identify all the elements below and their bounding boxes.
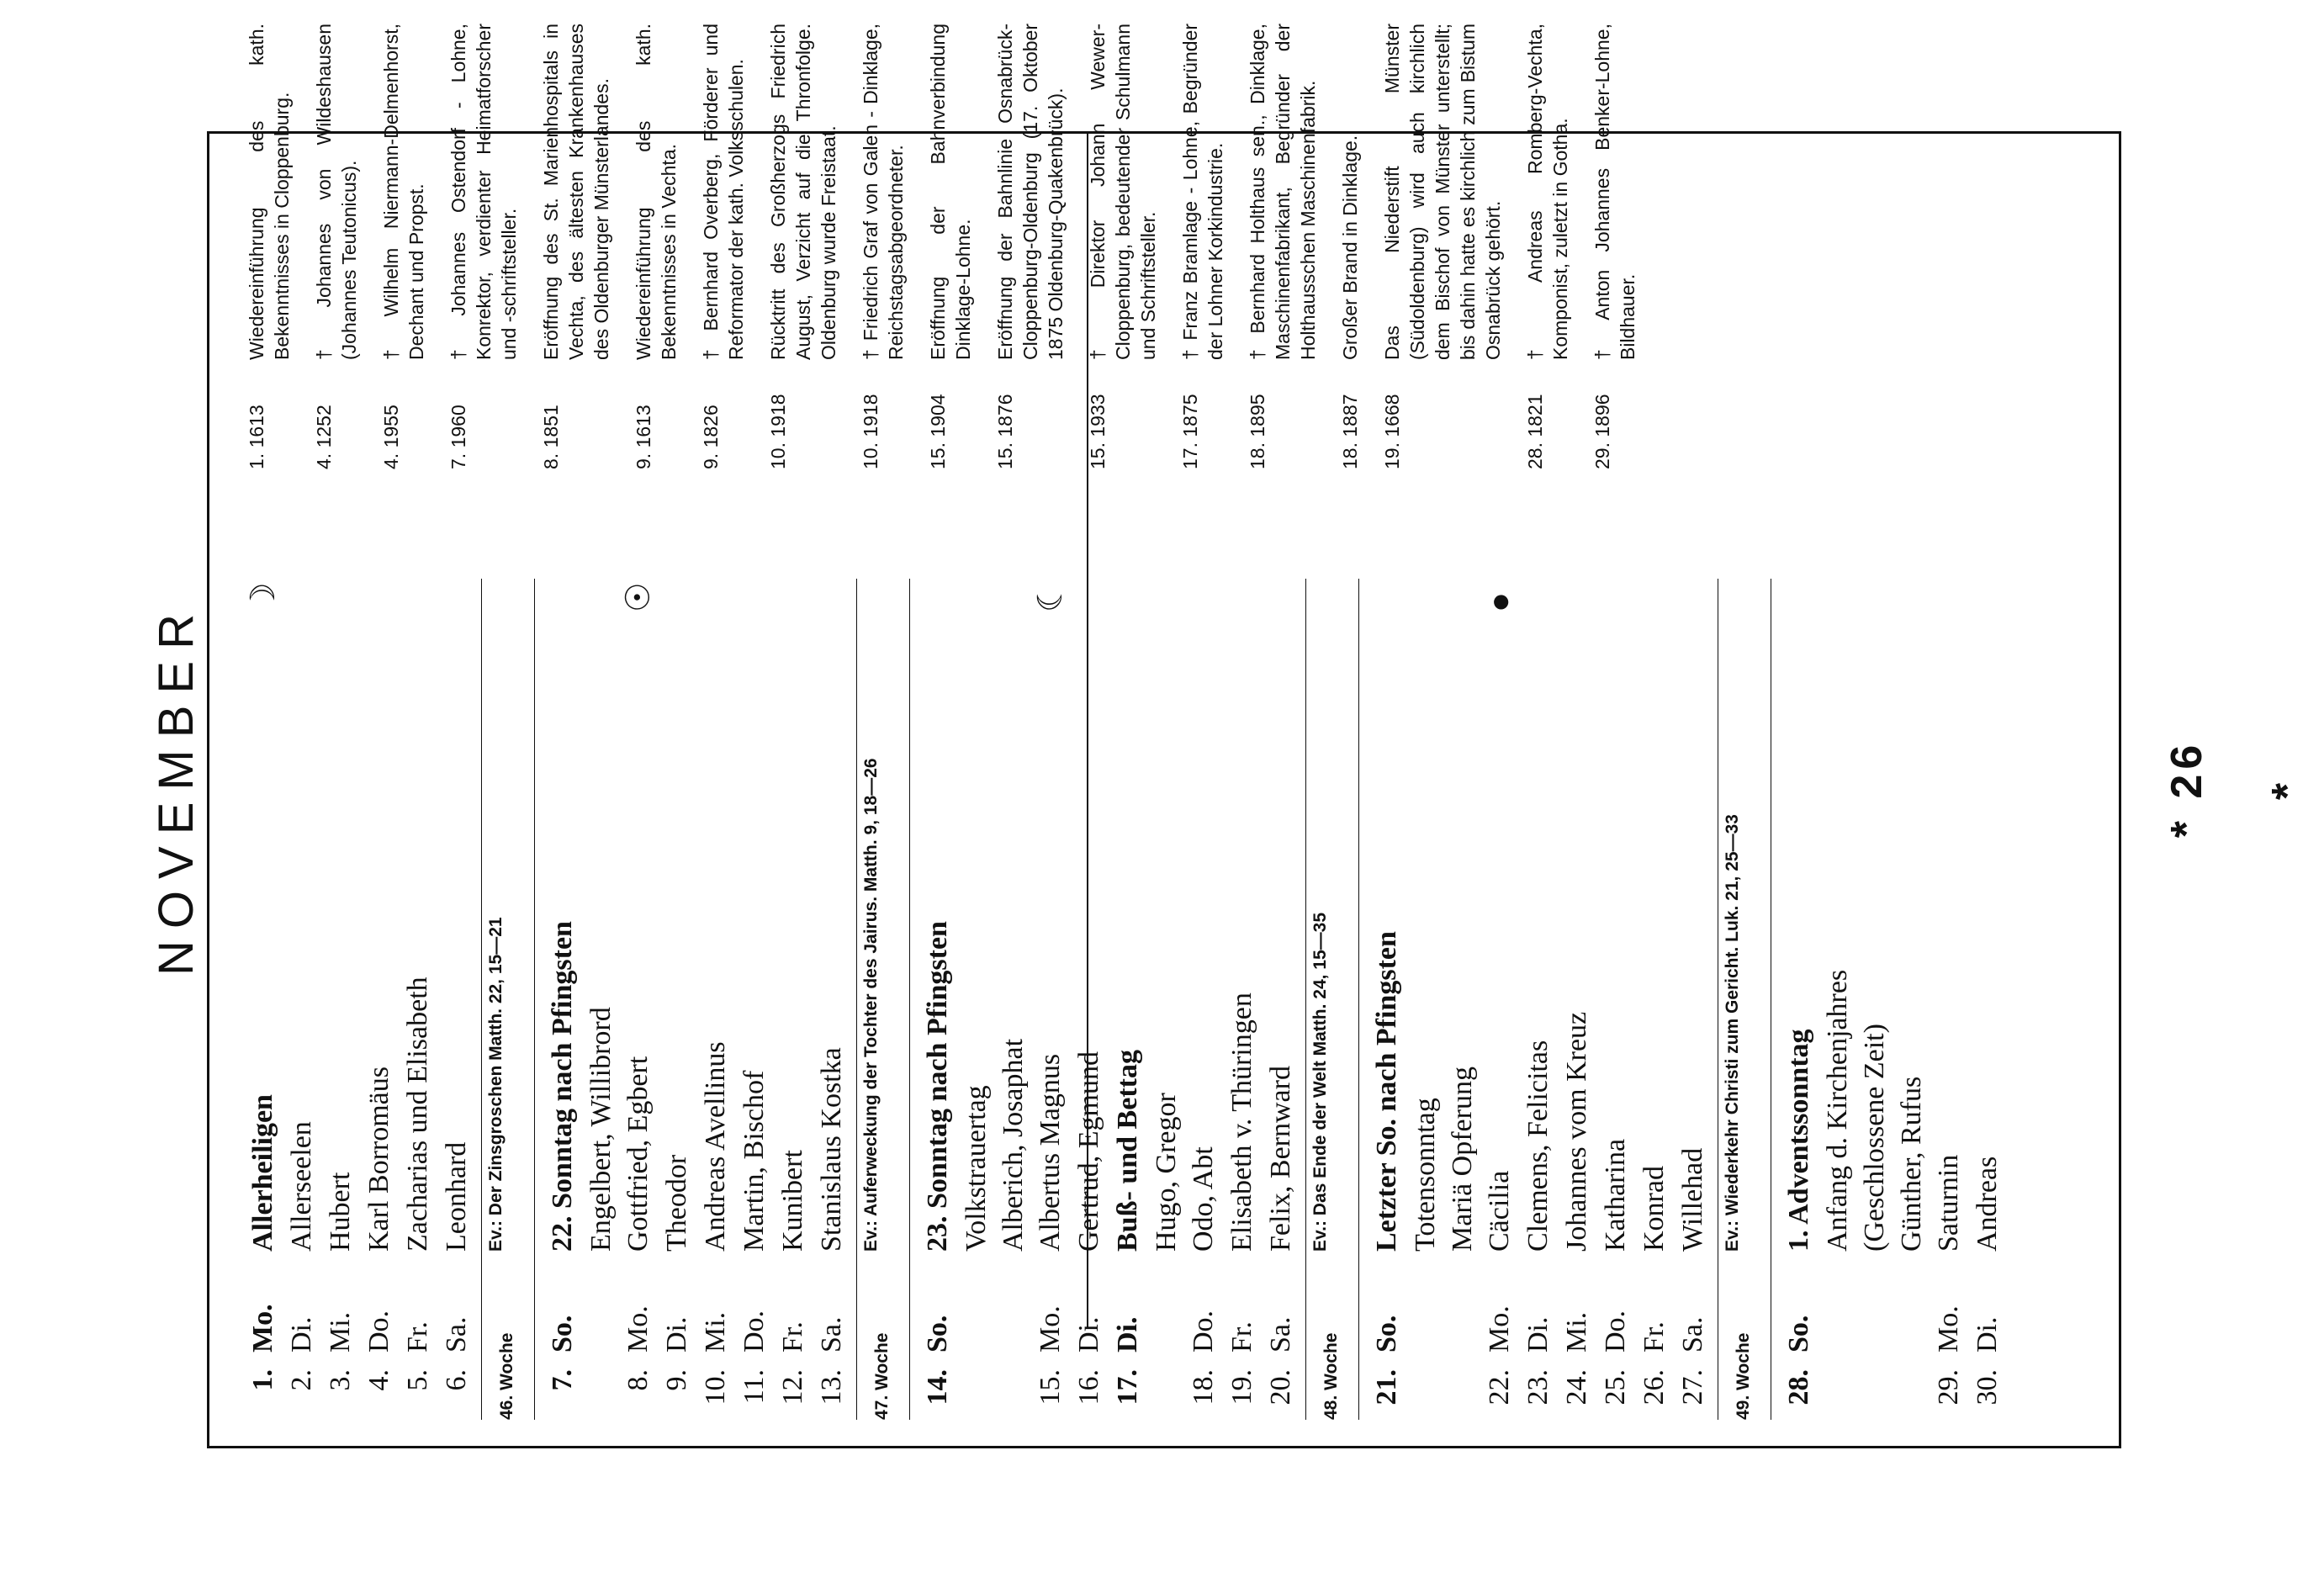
event-text: † Johannes von Wildeshausen (Johannes Teutonicus). [313, 24, 360, 360]
event-date: 19. 1668 [1381, 394, 1403, 469]
calendar-column [244, 579, 2111, 1420]
event-text: † Johannes Ostendorf - Lohne, Konrektor, verdienter Heimatforscher und -schriftsteller. [447, 24, 520, 360]
day-number: 13. [816, 1369, 847, 1405]
historical-event [1522, 15, 1573, 469]
weekday: So. [1371, 1315, 1402, 1352]
historical-event [765, 15, 841, 469]
calendar-continuation [1855, 579, 1893, 1420]
saint-name: Volkstrauertag [961, 1085, 992, 1252]
weekday: Do. [1188, 1310, 1219, 1352]
weekday: So. [1783, 1315, 1814, 1352]
calendar-day-row [244, 579, 283, 1420]
day-number: 24. [1561, 1369, 1592, 1405]
event-text: Wiedereinführung des kath. Bekenntnisses in Vechta. [633, 24, 680, 360]
event-date: 28. 1821 [1524, 394, 1546, 469]
day-number: 28. [1783, 1369, 1814, 1405]
day-number: 7. [547, 1369, 578, 1391]
event-date: 29. 1896 [1591, 394, 1613, 469]
calendar-continuation [994, 579, 1031, 1420]
event-date: 18. 1887 [1339, 394, 1361, 469]
weekday: Di. [1522, 1316, 1554, 1352]
moon-phase-icon: ☾ [1031, 582, 1069, 612]
weekday: Fr. [402, 1321, 433, 1352]
day-number: 14. [922, 1369, 953, 1405]
event-text: † Anton Johannes Benker-Lohne, Bildhauer. [1591, 24, 1638, 360]
day-number: 20. [1265, 1369, 1296, 1405]
saint-name: Mariä Opferung [1447, 1067, 1478, 1252]
saint-name: 1. Adventssonntag [1783, 1029, 1814, 1252]
event-text: Wiedereinführung des kath. Bekenntnisses in Cloppenburg. [246, 24, 293, 360]
weekday: Mi. [700, 1311, 731, 1352]
week-label: 49. Woche [1734, 1332, 1753, 1420]
saint-name: Albertus Magnus [1035, 1053, 1066, 1252]
day-number: 18. [1188, 1369, 1219, 1405]
weekday: Mo. [622, 1305, 654, 1352]
week-label: 47. Woche [872, 1332, 892, 1420]
day-number: 9. [661, 1369, 692, 1391]
weekday: So. [922, 1315, 953, 1352]
saint-name: Theodor [661, 1154, 692, 1252]
saint-name: Hubert [325, 1172, 356, 1252]
calendar-day-row [1930, 579, 1968, 1420]
saint-name: Totensonntag [1410, 1098, 1441, 1252]
weekday: Di. [286, 1316, 317, 1352]
day-number: 6. [441, 1369, 472, 1391]
day-number: 15. [1035, 1369, 1066, 1405]
calendar-day-row [543, 579, 582, 1420]
calendar-day-row [1368, 579, 1406, 1420]
historical-event [1245, 15, 1321, 469]
events-column [244, 15, 2111, 469]
calendar-day-row [1184, 579, 1223, 1420]
day-number: 23. [1522, 1369, 1554, 1405]
historical-event [538, 15, 614, 469]
saint-name: Letzter So. nach Pfingsten [1371, 931, 1402, 1252]
day-number: 5. [402, 1369, 433, 1391]
gospel-reading: Ev.: Wiederkehr Christi zum Gericht. Luk. 21, 25—33 [1723, 814, 1742, 1252]
page-number: * 26 * [2163, 739, 2312, 839]
weekday: Do. [738, 1310, 770, 1352]
saint-name: 22. Sonntag nach Pfingsten [547, 921, 578, 1252]
historical-event [1337, 15, 1363, 469]
historical-event [698, 15, 749, 469]
day-number: 21. [1371, 1369, 1402, 1405]
gospel-reading: Ev.: Auferweckung der Tochter des Jairus. Matth. 9, 18—26 [861, 758, 881, 1252]
event-date: 10. 1918 [860, 394, 881, 469]
saint-name: Konrad [1638, 1166, 1670, 1252]
saint-name: Odo, Abt [1188, 1146, 1219, 1252]
saint-name: Alberich, Josaphat [998, 1038, 1029, 1252]
saint-name: Engelbert, Willibrord [585, 1007, 617, 1252]
calendar-continuation [1147, 579, 1184, 1420]
day-number: 30. [1972, 1369, 2003, 1405]
weekday: Fr. [1638, 1321, 1670, 1352]
weekday: So. [547, 1315, 578, 1352]
calendar-day-row [1596, 579, 1635, 1420]
day-number: 3. [325, 1369, 356, 1391]
event-text: Das Niederstift Münster (Südoldenburg) wird auch kirchlich dem Bischof von Münster unterstellt; bis dahin hatte es kirchlich zum Bistum Osnabrück gehört. [1381, 24, 1504, 360]
calendar-day-row [1262, 579, 1300, 1420]
event-date: 4. 1955 [380, 405, 402, 469]
calendar-day-row [619, 579, 658, 1420]
saint-name: Andreas Avellinus [700, 1041, 731, 1252]
event-text: † Andreas Romberg-Vechta, Komponist, zuletzt in Gotha. [1524, 24, 1571, 360]
calendar-continuation [1893, 579, 1930, 1420]
event-date: 9. 1613 [633, 405, 654, 469]
event-text: † Franz Bramlage - Lohne, Begründer der Lohner Korkindustrie. [1179, 24, 1226, 360]
week-label: 46. Woche [497, 1332, 516, 1420]
event-text: † Bernhard Holthaus sen., Dinklage, Maschinenfabrikant, Begründer der Holthausschen Maschinenfabrik. [1247, 24, 1319, 360]
saint-name: Buß- und Bettag [1112, 1050, 1143, 1252]
saint-name: Allerheiligen [247, 1094, 278, 1252]
day-number: 11. [738, 1369, 770, 1405]
event-text: † Wilhelm Niermann-Delmenhorst, Dechant und Propst. [380, 24, 427, 360]
saint-name: Hugo, Gregor [1151, 1093, 1182, 1252]
event-date: 7. 1960 [447, 405, 469, 469]
calendar-day-row [399, 579, 437, 1420]
event-date: 9. 1826 [700, 405, 722, 469]
weekday: Sa. [1677, 1316, 1708, 1352]
calendar-day-row [1070, 579, 1109, 1420]
week-gospel-row [1718, 579, 1771, 1420]
calendar-day-row [1480, 579, 1519, 1420]
day-number: 19. [1226, 1369, 1257, 1405]
weekday: Mo. [1933, 1305, 1964, 1352]
historical-event [311, 15, 362, 469]
event-text: † Friedrich Graf von Galen - Dinklage, Reichstagsabgeordneter. [860, 24, 907, 360]
weekday: Fr. [777, 1321, 808, 1352]
calendar-continuation [582, 579, 619, 1420]
event-date: 18. 1895 [1247, 394, 1268, 469]
day-number: 26. [1638, 1369, 1670, 1405]
calendar-day-row [1109, 579, 1147, 1420]
day-number: 29. [1933, 1369, 1964, 1405]
calendar-day-row [658, 579, 696, 1420]
weekday: Do. [1600, 1310, 1631, 1352]
saint-name: Felix, Bernward [1265, 1066, 1296, 1252]
saint-name: Günther, Rufus [1896, 1076, 1927, 1252]
day-number: 25. [1600, 1369, 1631, 1405]
calendar-day-row [1031, 579, 1070, 1420]
historical-event [858, 15, 908, 469]
calendar-day-row [1558, 579, 1596, 1420]
gospel-reading: Ev.: Das Ende der Welt Matth. 24, 15—35 [1310, 912, 1330, 1252]
saint-name: Leonhard [441, 1141, 472, 1252]
week-label: 48. Woche [1321, 1332, 1341, 1420]
historical-event [1085, 15, 1161, 469]
day-number: 12. [777, 1369, 808, 1405]
weekday: Di. [661, 1316, 692, 1352]
calendar-day-row [774, 579, 813, 1420]
moon-phase-icon: ☉ [619, 582, 657, 612]
historical-event [1178, 15, 1228, 469]
calendar-day-row [813, 579, 851, 1420]
calendar-day-row [1635, 579, 1674, 1420]
historical-event [1590, 15, 1640, 469]
week-gospel-row [856, 579, 910, 1420]
saint-name: Cäcilia [1484, 1170, 1515, 1252]
calendar-continuation [1818, 579, 1855, 1420]
historical-event [379, 15, 429, 469]
event-text: Eröffnung der Bahnverbindung Dinklage-Lohne. [927, 24, 974, 360]
saint-name: 23. Sonntag nach Pfingsten [922, 921, 953, 1252]
event-text: † Direktor Johann Wewer-Cloppenburg, bedeutender Schulmann und Schriftsteller. [1087, 24, 1159, 360]
calendar-day-row [735, 579, 774, 1420]
weekday: Di. [1112, 1316, 1143, 1352]
event-text: † Bernhard Overberg, Förderer und Reformator der kath. Volksschulen. [700, 24, 747, 360]
calendar-day-row [696, 579, 735, 1420]
weekday: Mo. [1484, 1305, 1515, 1352]
calendar-day-row [1968, 579, 2007, 1420]
calendar-continuation [1443, 579, 1480, 1420]
saint-name: Anfang d. Kirchenjahres [1822, 969, 1853, 1252]
saint-name: Zacharias und Elisabeth [402, 977, 433, 1252]
historical-event [446, 15, 521, 469]
calendar-continuation [957, 579, 994, 1420]
weekday: Fr. [1226, 1321, 1257, 1352]
calendar-day-row [360, 579, 399, 1420]
saint-name: Kunibert [777, 1150, 808, 1252]
calendar-day-row [918, 579, 957, 1420]
historical-event [925, 15, 976, 469]
weekday: Mi. [325, 1311, 356, 1352]
weekday: Sa. [816, 1316, 847, 1352]
saint-name: Johannes vom Kreuz [1561, 1011, 1592, 1252]
calendar-day-row [321, 579, 360, 1420]
day-number: 22. [1484, 1369, 1515, 1405]
event-date: 15. 1876 [994, 394, 1016, 469]
event-date: 10. 1918 [767, 394, 789, 469]
weekday: Do. [363, 1310, 394, 1352]
calendar-day-row [1223, 579, 1262, 1420]
calendar-continuation [1406, 579, 1443, 1420]
saint-name: Karl Borromäus [363, 1066, 394, 1252]
day-number: 27. [1677, 1369, 1708, 1405]
weekday: Sa. [441, 1316, 472, 1352]
weekday: Sa. [1265, 1316, 1296, 1352]
calendar-day-row [437, 579, 476, 1420]
saint-name: Katharina [1600, 1138, 1631, 1252]
day-number: 16. [1073, 1369, 1104, 1405]
saint-name: Gottfried, Egbert [622, 1056, 654, 1252]
saint-name: Gertrud, Egmund [1073, 1051, 1104, 1252]
event-text: Eröffnung des St. Marienhospitals in Vechta, des ältesten Krankenhauses des Oldenburger Münsterlandes. [540, 24, 612, 360]
day-number: 4. [363, 1369, 394, 1391]
calendar-day-row [283, 579, 321, 1420]
historical-event [244, 15, 294, 469]
event-date: 15. 1933 [1087, 394, 1109, 469]
event-date: 1. 1613 [246, 405, 267, 469]
gospel-reading: Ev.: Der Zinsgroschen Matth. 22, 15—21 [486, 917, 506, 1252]
moon-phase-icon: ☽ [244, 582, 282, 612]
weekday: Di. [1972, 1316, 2003, 1352]
event-text: Rücktritt des Großherzogs Friedrich August, Verzicht auf die Thronfolge. Oldenburg wurde Freistaat. [767, 24, 839, 360]
event-date: 4. 1252 [313, 405, 335, 469]
saint-name: Stanislaus Kostka [816, 1047, 847, 1252]
weekday: Mo. [247, 1304, 278, 1352]
calendar-day-row [1780, 579, 1818, 1420]
saint-name: Martin, Bischof [738, 1070, 770, 1252]
historical-event [631, 15, 681, 469]
weekday: Mo. [1035, 1305, 1066, 1352]
saint-name: Andreas [1972, 1156, 2003, 1252]
saint-name: Clemens, Felicitas [1522, 1040, 1554, 1252]
day-number: 17. [1112, 1369, 1143, 1405]
week-gospel-row [481, 579, 535, 1420]
day-number: 2. [286, 1369, 317, 1391]
historical-event [993, 15, 1068, 469]
saint-name: Elisabeth v. Thüringen [1226, 992, 1257, 1252]
event-date: 17. 1875 [1179, 394, 1201, 469]
saint-name: Allerseelen [286, 1121, 317, 1252]
calendar-day-row [1674, 579, 1713, 1420]
day-number: 8. [622, 1369, 654, 1391]
day-number: 10. [700, 1369, 731, 1405]
saint-name: (Geschlossene Zeit) [1859, 1024, 1890, 1252]
weekday: Mi. [1561, 1311, 1592, 1352]
week-gospel-row [1305, 579, 1359, 1420]
day-number: 1. [247, 1369, 278, 1391]
event-text: Großer Brand in Dinklage. [1339, 135, 1361, 360]
event-text: Eröffnung der Bahnlinie Osnabrück-Cloppenburg-Oldenburg (17. Oktober 1875 Oldenburg-Quakenbrück). [994, 24, 1067, 360]
historical-event [1379, 15, 1506, 469]
saint-name: Willehad [1677, 1147, 1708, 1252]
moon-phase-icon: ● [1480, 591, 1518, 612]
saint-name: Saturnin [1933, 1154, 1964, 1252]
weekday: Di. [1073, 1316, 1104, 1352]
calendar-day-row [1519, 579, 1558, 1420]
month-title: NOVEMBER [149, 602, 204, 976]
event-date: 8. 1851 [540, 405, 562, 469]
event-date: 15. 1904 [927, 394, 949, 469]
